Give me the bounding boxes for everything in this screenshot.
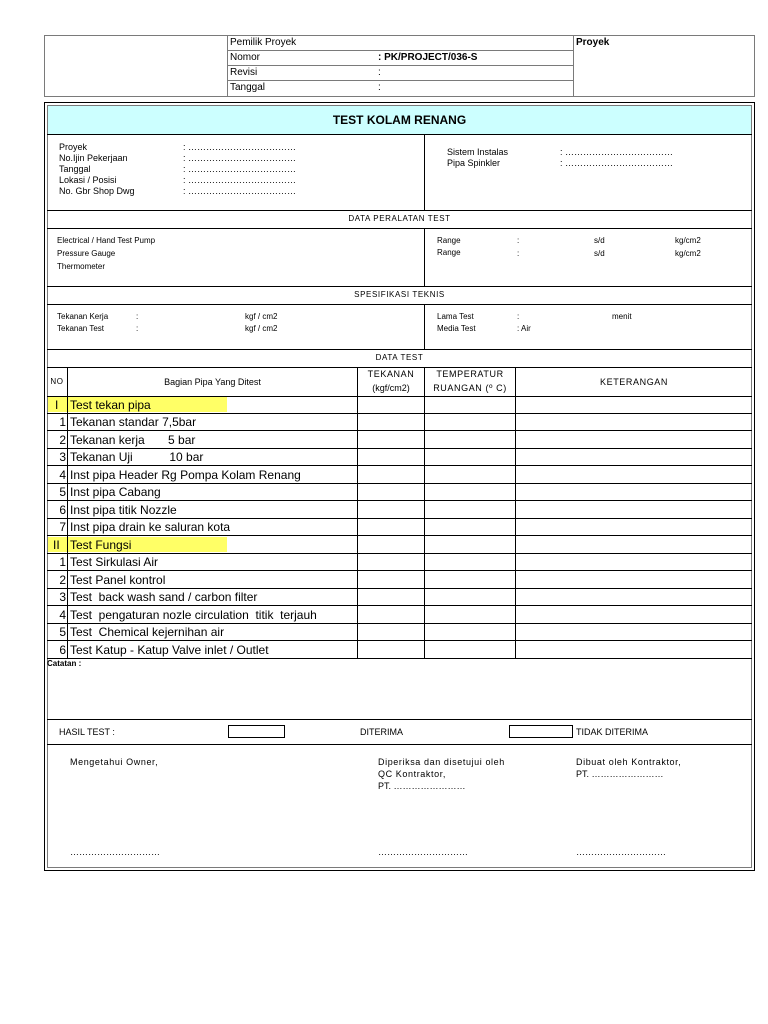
row-no: I (55, 398, 59, 412)
tekanan-kerja-colon: : (136, 312, 139, 321)
tanggal-value: : (378, 82, 381, 93)
diterima-label: DITERIMA (360, 727, 404, 737)
col-bagian-header: Bagian Pipa Yang Ditest (164, 377, 261, 387)
peralatan-item-thermometer: Thermometer (57, 262, 106, 271)
range-1-colon: : (517, 236, 520, 245)
tekanan-test-colon: : (136, 324, 139, 333)
kontraktor-signature-line: ………………………… (576, 847, 666, 857)
range-1-sd: s/d (594, 236, 605, 245)
info-lokasi-value: : ……………………………… (183, 175, 297, 185)
tanggal-label: Tanggal (230, 82, 266, 93)
lama-test-colon: : (517, 312, 520, 321)
info-proyek-value: : ……………………………… (183, 142, 297, 152)
media-test-value: : Air (517, 324, 531, 333)
peralatan-heading: DATA PERALATAN TEST (348, 214, 451, 223)
qc-signature-line: ………………………… (378, 847, 468, 857)
info-gbr-value: : ……………………………… (183, 186, 297, 196)
info-pipa-value: : ……………………………… (560, 158, 674, 168)
info-sistem-value: : ……………………………… (560, 147, 674, 157)
range-2-sd: s/d (594, 249, 605, 258)
peralatan-item-pump: Electrical / Hand Test Pump (57, 236, 156, 245)
form-title: TEST KOLAM RENANG (332, 113, 467, 127)
proyek-header-label: Proyek (576, 37, 610, 48)
data-test-heading: DATA TEST (375, 353, 424, 362)
row-text: Test Panel kontrol (70, 573, 166, 587)
qc-signature-label: Diperiksa dan disetujui oleh (378, 757, 505, 767)
row-no: 5 (59, 625, 66, 639)
catatan-label: Catatan : (47, 659, 82, 668)
range-2-label: Range (437, 248, 461, 257)
row-no: 6 (59, 643, 66, 657)
range-2-unit: kg/cm2 (675, 249, 701, 258)
hasil-test-label: HASIL TEST : (59, 727, 115, 737)
row-no: 4 (59, 468, 66, 482)
tekanan-kerja-label: Tekanan Kerja (57, 312, 109, 321)
row-text: Test Chemical kejernihan air (70, 625, 225, 639)
spesifikasi-heading: SPESIFIKASI TEKNIS (354, 290, 445, 299)
diterima-checkbox[interactable] (228, 725, 285, 738)
row-no: 3 (59, 590, 66, 604)
row-text: Tekanan Uji 10 bar (70, 450, 204, 464)
row-no: 7 (59, 520, 66, 534)
info-ijin-label: No.Ijin Pekerjaan (59, 153, 128, 163)
row-no: 6 (59, 503, 66, 517)
tidak-diterima-label: TIDAK DITERIMA (576, 727, 649, 737)
info-tanggal-label: Tanggal (59, 164, 91, 174)
info-gbr-label: No. Gbr Shop Dwg (59, 186, 135, 196)
col-temperatur-header: TEMPERATUR (436, 369, 504, 379)
owner-signature-label: Mengetahui Owner, (70, 757, 159, 767)
range-2-colon: : (517, 249, 520, 258)
row-text: Test pengaturan nozle circulation titik terjauh (70, 608, 317, 622)
info-lokasi-label: Lokasi / Posisi (59, 175, 117, 185)
row-no: 3 (59, 450, 66, 464)
row-text: Inst pipa drain ke saluran kota (70, 520, 231, 534)
info-sistem-label: Sistem Instalas (447, 147, 509, 157)
col-keterangan-header: KETERANGAN (599, 377, 668, 387)
info-proyek-label: Proyek (59, 142, 88, 152)
row-text: Tekanan kerja 5 bar (70, 433, 196, 447)
tekanan-test-unit: kgf / cm2 (245, 324, 278, 333)
lama-test-label: Lama Test (437, 312, 474, 321)
row-text: Inst pipa titik Nozzle (70, 503, 177, 517)
peralatan-item-gauge: Pressure Gauge (57, 249, 116, 258)
tidak-diterima-checkbox[interactable] (509, 725, 573, 738)
row-no: 5 (59, 485, 66, 499)
info-tanggal-value: : ……………………………… (183, 164, 297, 174)
tekanan-kerja-unit: kgf / cm2 (245, 312, 278, 321)
col-tekanan-header: TEKANAN (367, 369, 415, 379)
range-1-unit: kg/cm2 (675, 236, 701, 245)
row-text: Inst pipa Cabang (70, 485, 161, 499)
kontraktor-pt-label: PT. …………………… (576, 769, 664, 779)
row-text: Test Fungsi (70, 538, 132, 552)
row-text: Test tekan pipa (70, 398, 151, 412)
col-tekanan-unit: (kgf/cm2) (372, 383, 410, 393)
pemilik-proyek-label: Pemilik Proyek (230, 37, 297, 48)
tekanan-test-label: Tekanan Test (57, 324, 104, 333)
row-text: Tekanan standar 7,5bar (70, 415, 197, 429)
info-ijin-value: : ……………………………… (183, 153, 297, 163)
nomor-label: Nomor (230, 52, 261, 63)
row-no: 2 (59, 573, 66, 587)
qc-pt-label: PT. …………………… (378, 781, 466, 791)
row-text: Inst pipa Header Rg Pompa Kolam Renang (70, 468, 301, 482)
kontraktor-signature-label: Dibuat oleh Kontraktor, (576, 757, 682, 767)
info-pipa-label: Pipa Spinkler (447, 158, 501, 168)
row-no: 2 (59, 433, 66, 447)
row-no: II (53, 538, 60, 552)
row-text: Test Katup - Katup Valve inlet / Outlet (70, 643, 269, 657)
media-test-label: Media Test (437, 324, 476, 333)
owner-signature-line: ………………………… (70, 847, 160, 857)
row-text: Test back wash sand / carbon filter (70, 590, 258, 604)
revisi-value: : (378, 67, 381, 78)
nomor-value: : PK/PROJECT/036-S (378, 52, 478, 63)
col-no-header: NO (50, 377, 64, 386)
qc-kontraktor-label: QC Kontraktor, (378, 769, 446, 779)
row-text: Test Sirkulasi Air (70, 555, 159, 569)
col-temperatur-unit: RUANGAN (º C) (433, 383, 507, 393)
row-no: 1 (59, 415, 66, 429)
revisi-label: Revisi (230, 67, 258, 78)
range-1-label: Range (437, 236, 461, 245)
row-no: 1 (59, 555, 66, 569)
lama-test-unit: menit (612, 312, 632, 321)
row-no: 4 (59, 608, 66, 622)
